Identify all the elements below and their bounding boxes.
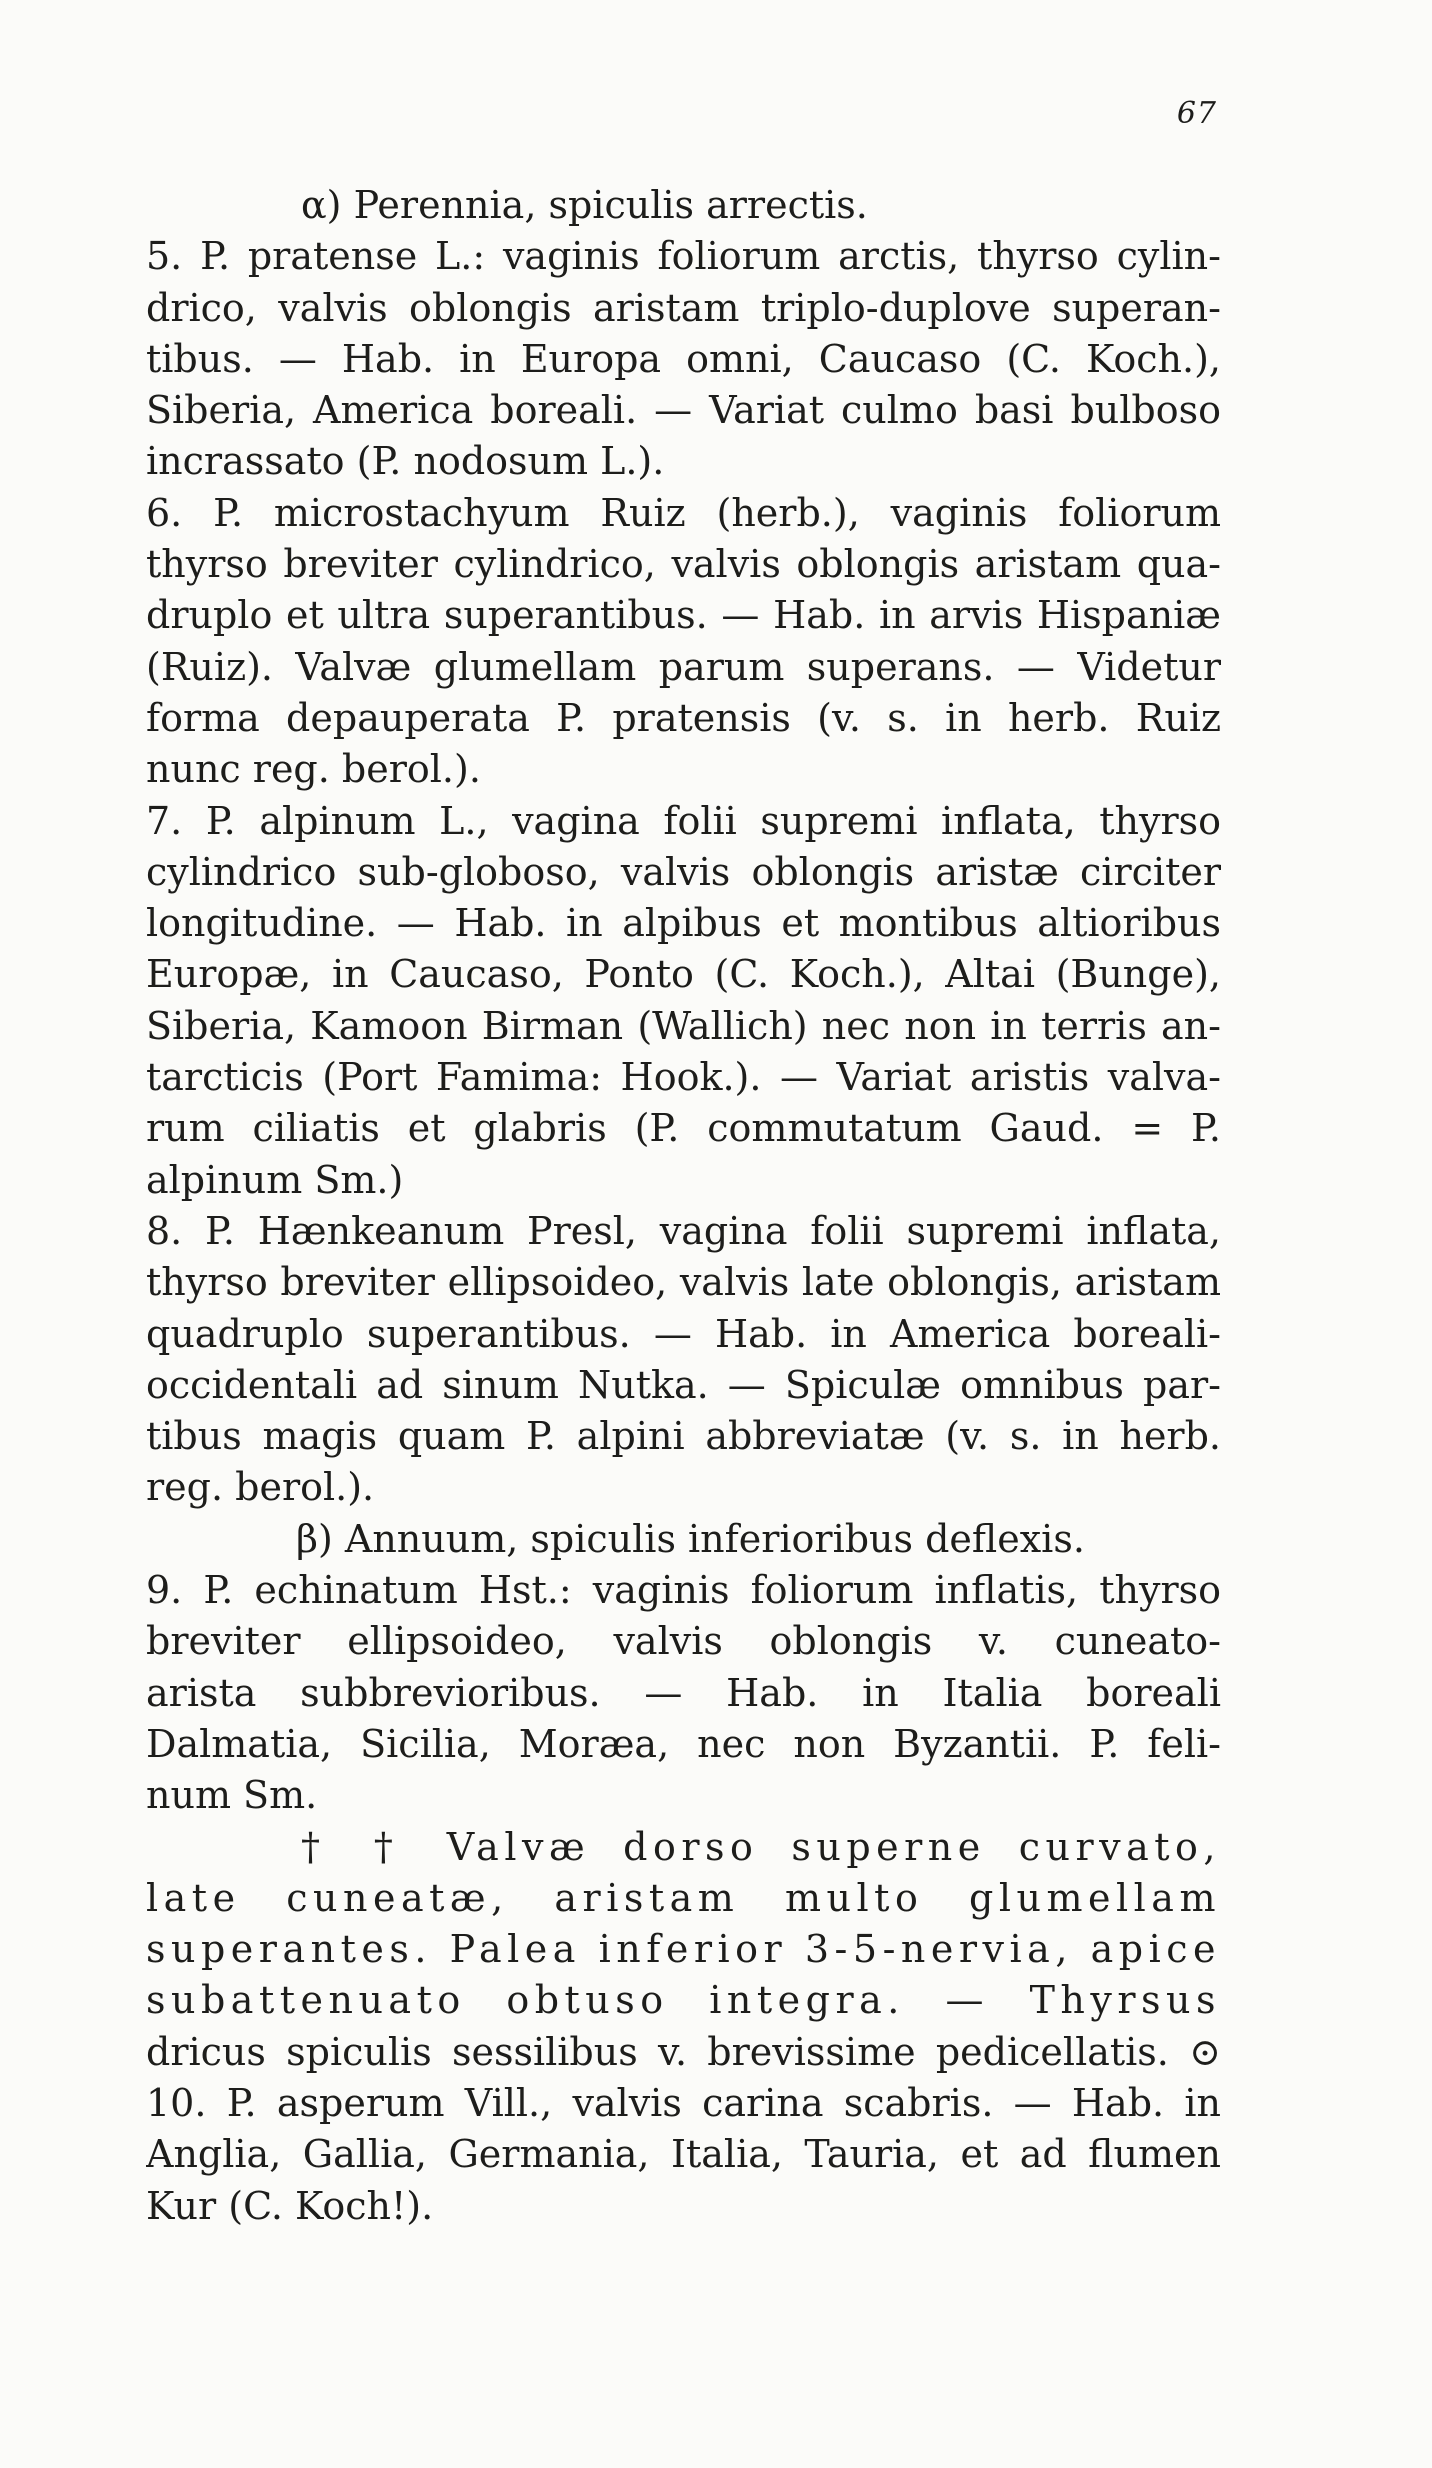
text-line: tarcticis (Port Famima: Hook.). — Variat aristis valva- [146,1055,1221,1100]
text-line: (Ruiz). Valvæ glumellam parum superans. — Videtur [146,644,1221,689]
text-line: dricus spiculis sessilibus v. brevissime pedicellatis. ⊙ [146,2029,1221,2074]
page-number: 67 [1176,96,1217,131]
text-line: Anglia, Gallia, Germania, Italia, Tauria, et ad flumen [146,2132,1221,2177]
text-line: druplo et ultra superantibus. — Hab. in arvis Hispaniæ [146,593,1221,638]
text-line: thyrso breviter ellipsoideo, valvis late oblongis, aristam [146,1260,1221,1305]
text-line: 7. P. alpinum L., vagina folii supremi inflata, thyrso [146,798,1221,843]
text-line: Europæ, in Caucaso, Ponto (C. Koch.), Altai (Bunge), [146,952,1221,997]
text-line: Kur (C. Koch!). [146,2183,434,2228]
text-line: Siberia, America boreali. — Variat culmo basi bulboso [146,388,1221,433]
text-line: Dalmatia, Sicilia, Moræa, nec non Byzantii. P. feli- [146,1721,1221,1766]
text-line: 8. P. Hænkeanum Presl, vagina folii supremi inflata, [146,1208,1221,1253]
text-line: thyrso breviter cylindrico, valvis oblongis aristam qua- [146,542,1221,587]
text-line: rum ciliatis et glabris (P. commutatum Gaud. = P. [146,1106,1221,1151]
text-line: † † Valvæ dorso superne curvato, [301,1824,1221,1869]
text-line: 9. P. echinatum Hst.: vaginis foliorum inflatis, thyrso [146,1568,1221,1613]
text-line: Siberia, Kamoon Birman (Wallich) nec non in terris an- [146,1003,1221,1048]
text-line: tibus. — Hab. in Europa omni, Caucaso (C. Koch.), [146,336,1221,381]
text-line: nunc reg. berol.). [146,747,481,792]
text-line: forma depauperata P. pratensis (v. s. in herb. Ruiz [146,695,1221,740]
text-line: breviter ellipsoideo, valvis oblongis v. cuneato- [146,1619,1221,1664]
text-line: α) Perennia, spiculis arrectis. [301,183,868,227]
text-line: num Sm. [146,1773,318,1818]
text-line: arista subbrevioribus. — Hab. in Italia boreali [146,1670,1221,1715]
text-line: reg. berol.). [146,1465,375,1510]
botanical-text [146,180,1221,2232]
text-line: alpinum Sm.) [146,1157,404,1202]
text-line: longitudine. — Hab. in alpibus et montibus altioribus [146,901,1221,946]
text-line: late cuneatæ, aristam multo glumellam [146,1875,1221,1920]
text-line: 10. P. asperum Vill., valvis carina scabris. — Hab. in [146,2080,1221,2125]
text-line: superantes. Palea inferior 3-5-nervia, apice [146,1927,1221,1972]
text-line: β) Annuum, spiculis inferioribus deflexis. [296,1516,1085,1561]
text-line: drico, valvis oblongis aristam triplo-duplove superan- [146,285,1221,330]
text-line: cylindrico sub-globoso, valvis oblongis aristæ circiter [146,849,1221,894]
text-line: quadruplo superantibus. — Hab. in America boreali- [146,1311,1221,1356]
text-line: subattenuato obtuso integra. — Thyrsus [146,1978,1221,2023]
text-line: 5. P. pratense L.: vaginis foliorum arctis, thyrso cylin- [146,234,1221,279]
text-line: 6. P. microstachyum Ruiz (herb.), vaginis foliorum [146,490,1221,535]
text-line: occidentali ad sinum Nutka. — Spiculæ omnibus par- [146,1362,1221,1407]
text-line: tibus magis quam P. alpini abbreviatæ (v. s. in herb. [146,1414,1221,1459]
text-line: incrassato (P. nodosum L.). [146,439,665,484]
